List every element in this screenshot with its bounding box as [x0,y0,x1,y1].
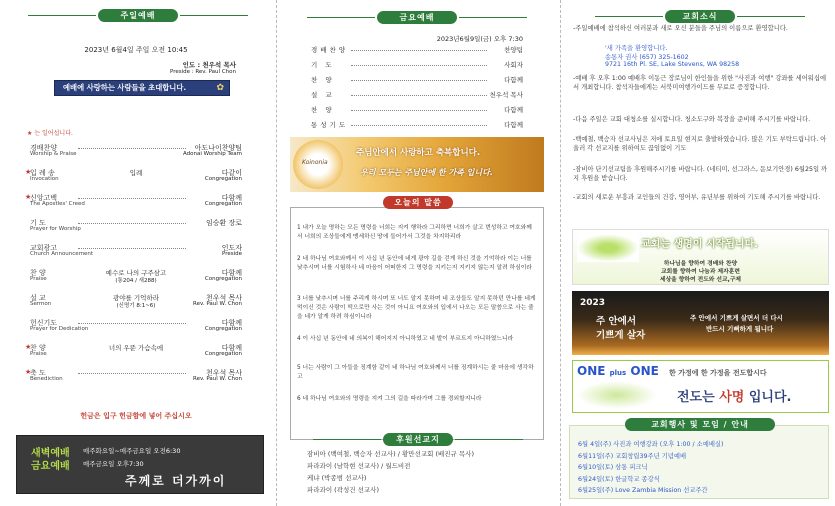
news-item: -다음 주일은 교회 대청소를 실시합니다. 청소도구와 복장을 준비해 주시기를 바랍니다. [573,116,811,123]
dotted-leader [351,125,487,126]
service-item-leader-english: Congregation [204,176,242,182]
koinonia-banner [290,137,544,192]
service-item-name: 설 교 [30,294,46,302]
friday-item-name: 찬 양 [311,76,335,84]
year-motto-banner [572,291,829,355]
new-family-name: 송통자 권사 (657) 325-1602 [605,54,689,61]
service-item-leader-english: Rev. Paul W. Chon [193,376,242,382]
sunday-header: 주일예배 [98,9,178,22]
news-header: 교회소식 [665,10,735,23]
dotted-leader [351,50,487,51]
sunday-service-column [0,0,272,506]
service-item-detail-sub: (통204 / 새288) [115,278,157,284]
service-item-leader: 임승환 장로 [205,219,242,227]
banner3-end: 입니다. [744,390,792,405]
service-item [30,143,242,160]
banner1-title: 교회는 생명이 시작됩니다. [641,239,759,250]
banner2-left2: 기쁘게 살자 [596,330,646,341]
one-left: ONE [577,364,606,378]
star-icon: ★ [25,343,32,351]
new-family-address: 9721 16th Pl. SE, Lake Stevens, WA 98258 [605,61,740,68]
service-item-leader: 다같이 [221,169,242,177]
dotted-leader [78,373,186,374]
service-item-english: Sermon [30,301,52,307]
friday-item-name: 찬 양 [311,106,335,114]
mission-item: 잠비아 (백여철, 백승자 선교사) / 황만선교회 (배진규 목사) [307,450,475,458]
one-right: ONE [630,364,659,378]
plus-word: plus [609,369,627,377]
service-item-english: Invocation [30,176,59,182]
star-icon: ★ [25,193,32,201]
friday-date: 2023년6월9일(금) 오후 7:30 [436,35,523,43]
service-item-detail: 입례 [129,169,143,177]
star-icon: ★ [25,168,32,176]
scripture-verse: 2 네 하나님 여호와께서 이 사십 년 동안에 네게 광야 길을 걷게 하신 것을 기억하라 이는 너를 낮추시며 너를 시험하사 네 마음이 어떠한지 그 명령을 지키는지 지키지 않는지 알려 하심이라 [297,256,532,271]
weekday-services-box [16,435,264,494]
service-item-english: The Apostles' Creed [30,201,85,207]
friday-item-name: 기 도 [311,61,335,69]
friday-item [311,75,523,87]
event-item: 6월25일(주) Love Zambia Mission 선교주간 [578,487,708,494]
banner-line2: 우리 모두는 주님안에 한 가족 입니다. [360,168,493,177]
service-item-leader: 인도자 [221,244,242,252]
dotted-leader [351,80,487,81]
dotted-leader [351,95,487,96]
dotted-leader [78,248,186,249]
service-item-detail: 너의 우뚠 가슴속에 [108,344,164,352]
friday-item [311,45,523,57]
column-divider [560,0,561,506]
friday-item-name: 설 교 [311,91,335,99]
service-item-name: 입 례 송 [30,169,55,177]
friday-item [311,90,523,102]
friday-item-name: 통성기도 [311,121,349,129]
banner2-right2: 반드시 기뻐하게 됩니다 [706,325,774,333]
mission-item: 케냐 (박종범 선교사) [307,474,367,482]
service-item-detail-sub: (신명기 8:1~6) [116,303,156,309]
new-family-title: '새 가족을 환영합니다. [605,45,668,52]
service-item-name: 찬 양 [30,269,46,277]
church-life-banner [572,229,829,285]
scripture-verse: 1 내가 오늘 명하는 모든 명령을 너희는 지켜 행하라 그리하면 너희가 살고 번성하고 여호와께서 너희의 조상들에게 맹세하신 땅에 들어가서 그것을 차지하리라 [297,225,532,240]
friday-item-leader: 사회자 [504,61,523,69]
service-item [30,318,242,335]
event-item: 6월11일(주) 교회창립39주년 기념예배 [578,452,687,460]
missions-header: 후원선교지 [383,433,453,446]
scripture-verse: 4 이 사십 년 동안에 네 의복이 해어지지 아니하였고 네 발이 부르트지 아니하였느니라 [297,336,514,342]
motto: 주께로 더가까이 [125,474,227,488]
news-item: -교회의 새로운 부흥과 교인들의 건강, 영어부, 유년부를 위하여 기도해 주시기를 바랍니다. [573,194,821,201]
friday-header: 금요예배 [377,11,457,24]
service-item-english: Prayer for Dedication [30,326,89,332]
word-header: 오늘의 말씀 [383,196,453,209]
banner3-big-text: 전도는 [677,390,720,405]
service-item [25,368,242,385]
service-item-leader: 아도나이찬양팀 [194,144,242,152]
service-item-name: 경배찬양 [30,144,58,152]
friday-item [311,60,523,72]
dawn-service-title: 새벽예배 [31,448,70,459]
scripture-box [290,207,544,440]
service-item [30,218,242,235]
news-column [565,0,835,506]
koinonia-logo: Koinonia [302,159,328,166]
events-header: 교회행사 및 모임 / 안내 [625,418,775,431]
service-item-detail: 광야를 기억하라 [112,294,160,302]
dotted-leader [78,323,186,324]
service-item-leader-english: Adonai Worship Team [182,151,242,157]
service-item-leader-english: Congregation [204,351,242,357]
service-item-english: Church Announcement [30,251,94,257]
family-icon [577,381,657,409]
service-item [25,193,242,210]
friday-item [311,105,523,117]
service-item [30,268,242,285]
service-item-leader: 다함께 [221,344,242,352]
banner1-line2: 교회를 향하여 나눔과 제자훈련 [661,269,740,275]
dotted-leader [351,65,487,66]
friday-item-leader: 다함께 [504,76,523,84]
service-item [30,293,242,310]
friday-item [311,120,523,132]
friday-service-title: 금요예배 [31,461,70,472]
service-item-english: Benediction [30,376,63,382]
mission-item: 파라과이 (곽성건 선교사) [307,486,379,494]
banner1-line3: 세상을 향하여 전도와 선교,구제 [659,277,742,283]
dawn-service-time: 매주화요일~매주금요일 오전6:30 [83,447,181,455]
service-item-leader: 천우석 목사 [205,294,242,302]
friday-item-leader: 다함께 [504,106,523,114]
dotted-leader [78,223,186,224]
service-item-name: 신앙고백 [30,194,58,202]
news-item: -잠비아 단기선교팀을 후원해주시기를 바랍니다. (네티미, 선그라스, 돋보기안경) 6월25일 까지 후원을 받습니다. [573,166,828,182]
one-plus-one-logo [577,364,659,378]
offering-note: 헌금은 입구 헌금함에 넣어 주십시오 [80,412,192,420]
evangelism-banner [572,360,829,413]
service-item-name: 교회광고 [30,244,58,252]
scripture-verse: 6 네 하나님 여호와의 명령을 지켜 그의 길을 따라가며 그를 경외할지니라 [297,396,482,402]
service-item-name: 찬 양 [30,344,46,352]
star-icon: ★ [25,368,32,376]
banner2-left1: 주 안에서 [596,316,637,327]
banner3-big [677,386,791,405]
service-item-english: Praise [30,351,47,357]
service-item-name: 축 도 [30,369,46,377]
service-item-leader: 다함께 [221,194,242,202]
friday-service-time: 매주금요일 오후7:30 [83,460,144,468]
service-item [30,243,242,260]
stand-note-text: 는 일어섭니다. [34,130,73,137]
service-item-leader-english: Congregation [204,326,242,332]
banner3-small: 한 가정에 한 가정을 전도합시다 [669,369,767,377]
star-icon: ★ [27,130,33,137]
banner1-line1: 하나님을 향하여 경배와 찬양 [663,261,738,267]
news-item: -백예철, 백승자 선교사님은 저에 토요일 현지로 출발하였습니다. 많은 기도 부탁드립니다. 아울러 각 선교지를 위하여도 끊임없이 기도 [573,136,827,152]
service-item-leader-english: Congregation [204,276,242,282]
sunday-date: 2023년 6월4일 주일 오전 10:45 [84,46,188,54]
service-item-english: Prayer for Worship [30,226,81,232]
dotted-leader [78,148,186,149]
event-item: 6월24일(토) 한글학교 종강식 [578,475,660,483]
scripture-verse: 3 너를 낮추시며 너를 주리게 하시며 또 너도 알지 못하며 네 조상들도 알지 못하던 만나를 네게 먹이신 것은 사람이 떡으로만 사는 것이 아니요 여호와의 입에서 나오는 모든 말씀으로 사는 줄을 네가 알게 하려 하심이니라 [297,296,536,320]
service-item-leader-english: Rev. Paul W. Chon [193,301,242,307]
friday-item-name: 경배찬양 [311,46,349,54]
service-item-english: Worship & Praise [30,151,77,157]
service-item-leader: 천우석 목사 [205,369,242,377]
service-item-detail: 예수로 나의 구주삼고 [105,269,167,277]
friday-item-leader: 찬양팀 [504,46,523,54]
event-item: 6월10일(토) 삼통 피크닉 [578,464,648,471]
service-item [25,343,242,360]
stand-note [27,128,73,137]
mission-item: 파라과이 (남학현 선교사) / 월드비전 [307,462,411,470]
service-item-leader: 다함께 [221,269,242,277]
service-item-leader-english: Preside [221,251,242,257]
service-item-leader: 다함께 [221,319,242,327]
service-item-english: Praise [30,276,47,282]
column-divider [276,0,277,506]
scripture-verse: 5 너는 사람이 그 아들을 징계함 같이 네 하나님 여호와께서 너를 징계하시는 줄 마음에 생각하고 [297,365,534,380]
event-item: 6월 4일(주) 사진과 여행강좌 (오후 1:00 / 소예배실) [578,441,724,448]
friday-item-leader: 다함께 [504,121,523,129]
service-item-leader-english: Congregation [204,201,242,207]
friday-column [281,0,553,506]
events-box [569,425,829,499]
presider-en: Preside : Rev. Paul Chon [169,69,236,75]
service-item [25,168,242,185]
presider-ko: 인도 : 천우석 목사 [182,61,236,69]
banner2-year: 2023 [580,298,606,308]
service-item-name: 기 도 [30,219,46,227]
service-item-name: 헌신기도 [30,319,58,327]
dotted-leader [78,198,186,199]
welcome-banner [54,80,230,96]
dotted-leader [351,110,487,111]
friday-item-leader: 천우석 목사 [489,91,523,99]
welcome-text: 예배에 사랑하는 사람들을 초대합니다. [63,83,187,92]
banner2-right1: 주 안에서 기쁘게 살면서 더 다시 [690,314,783,322]
news-item: -예배 후 오후 1:00 예배후 이동근 장로님이 한인들을 위한 "사진과 여행" 강좌를 세어워십에서 개최합니다. 참석자들에게는 서북미여행가이드를 무료로 증정합니다. [573,75,827,91]
banner-line1: 주님안에서 사랑하고 축복합니다. [356,148,481,158]
banner3-red: 사명 [719,390,745,405]
news-welcome: -주일예배에 참석하신 여러분과 새로 오신 분들을 주님의 이름으로 환영합니다. [573,25,788,32]
flower-icon: ✿ [216,83,224,93]
